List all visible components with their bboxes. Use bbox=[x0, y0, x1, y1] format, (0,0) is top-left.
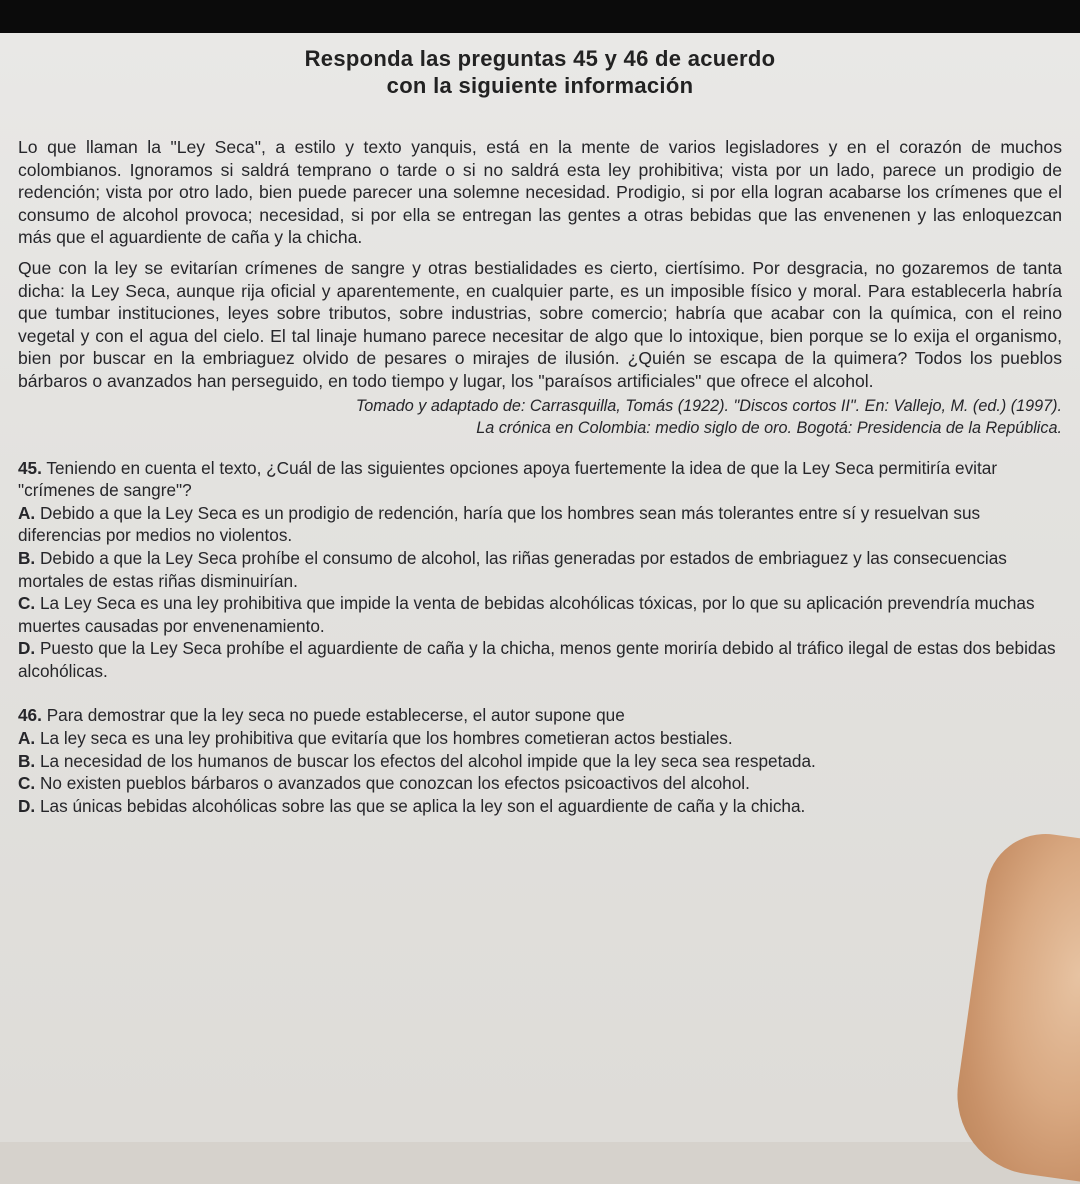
heading-line-1: Responda las preguntas 45 y 46 de acuerdo bbox=[304, 46, 776, 71]
question-45 bbox=[18, 457, 1062, 683]
option-letter: B. bbox=[18, 547, 36, 568]
option-text: Puesto que la Ley Seca prohíbe el aguardiente de caña y la chicha, menos gente moriría debido al tráfico ilegal de estas dos bebidas alcohólicas. bbox=[18, 638, 1056, 681]
option-a[interactable] bbox=[18, 727, 1062, 750]
option-d[interactable] bbox=[18, 637, 1062, 682]
heading-line-2: con la siguiente información bbox=[386, 73, 694, 98]
option-text: La necesidad de los humanos de buscar los efectos del alcohol impide que la ley seca sea respetada. bbox=[39, 750, 816, 771]
passage-paragraph-1: Lo que llaman la "Ley Seca", a estilo y texto yanquis, está en la mente de varios legisladores y en el corazón de muchos colombianos. Ignoramos si saldrá temprano o tarde o si no saldrá esta ley prohibitiva; vista por un lado, parece un prodigio de redención; vista por otro lado, bien puede parecer una solemne necesidad. Prodigio, si por ella logran acabarse los crímenes que el consumo de alcohol provoca; necesidad, si por ella se entregan las gentes a otras bebidas que las envenenen y las enloquezcan más que el aguardiente de caña y la chicha. bbox=[18, 137, 1062, 248]
option-letter: C. bbox=[18, 773, 36, 794]
option-text: No existen pueblos bárbaros o avanzados que conozcan los efectos psicoactivos del alcohol. bbox=[39, 773, 750, 794]
option-text: Debido a que la Ley Seca prohíbe el consumo de alcohol, las riñas generadas por estados de embriaguez y las consecuencias mortales de estas riñas disminuirían. bbox=[18, 547, 1007, 591]
option-text: La Ley Seca es una ley prohibitiva que impide la venta de bebidas alcohólicas tóxicas, por lo que su aplicación prevendría muchas muertes causadas por envenenamiento. bbox=[18, 593, 1035, 636]
question-stem bbox=[18, 457, 1062, 502]
option-letter: D. bbox=[18, 795, 36, 816]
option-c[interactable] bbox=[18, 772, 1062, 795]
top-black-border bbox=[0, 0, 1080, 33]
question-number: 45. bbox=[18, 457, 42, 478]
option-letter: D. bbox=[18, 638, 36, 659]
option-letter: C. bbox=[18, 593, 36, 614]
heading bbox=[18, 45, 1062, 99]
option-b[interactable] bbox=[18, 750, 1062, 773]
option-text: Las únicas bebidas alcohólicas sobre las que se aplica la ley son el aguardiente de caña y la chicha. bbox=[39, 795, 806, 816]
option-text: Debido a que la Ley Seca es un prodigio de redención, haría que los hombres sean más tolerantes entre sí y resuelvan sus diferencias por medios no violentos. bbox=[18, 502, 981, 546]
option-d[interactable] bbox=[18, 795, 1062, 818]
option-letter: A. bbox=[18, 728, 36, 749]
option-text: La ley seca es una ley prohibitiva que evitaría que los hombres cometieran actos bestiales. bbox=[39, 728, 733, 749]
option-c[interactable] bbox=[18, 592, 1062, 637]
question-text: Teniendo en cuenta el texto, ¿Cuál de las siguientes opciones apoya fuertemente la idea de que la Ley Seca permitiría evitar "crímenes de sangre"? bbox=[18, 457, 998, 501]
source-citation bbox=[18, 395, 1062, 439]
source-line-2: La crónica en Colombia: medio siglo de oro. Bogotá: Presidencia de la República. bbox=[476, 418, 1062, 437]
document-content bbox=[18, 45, 1062, 817]
question-text: Para demostrar que la ley seca no puede establecerse, el autor supone que bbox=[46, 705, 625, 726]
option-a[interactable] bbox=[18, 502, 1062, 547]
source-line-1: Tomado y adaptado de: Carrasquilla, Tomás (1922). "Discos cortos II". En: Vallejo, M. (ed.) (1997). bbox=[355, 396, 1062, 415]
passage-paragraph-2: Que con la ley se evitarían crímenes de sangre y otras bestialidades es cierto, ciertísimo. Por desgracia, no gozaremos de tanta dicha: la Ley Seca, aunque rija oficial y aparentemente, en cualquier parte, es un imposible físico y moral. Para establecerla habría que tumbar instituciones, leyes sobre tributos, sobre industrias, sobre comercio; habría que acabar con la química, con el reino vegetal y con el agua del cielo. El tal linaje humano parece necesitar de algo que lo intoxique, bien porque se lo exija el organismo, bien por buscar en la embriaguez olvido de pesares o mirajes de ilusión. ¿Quién se escapa de la quimera? Todos los pueblos bárbaros o avanzados han perseguido, en todo tiempo y lugar, los "paraísos artificiales" que ofrece el alcohol. bbox=[18, 257, 1062, 391]
option-b[interactable] bbox=[18, 547, 1062, 592]
option-letter: A. bbox=[18, 502, 36, 523]
question-46 bbox=[18, 704, 1062, 817]
option-letter: B. bbox=[18, 750, 36, 771]
question-number: 46. bbox=[18, 705, 42, 726]
question-stem bbox=[18, 704, 1062, 727]
